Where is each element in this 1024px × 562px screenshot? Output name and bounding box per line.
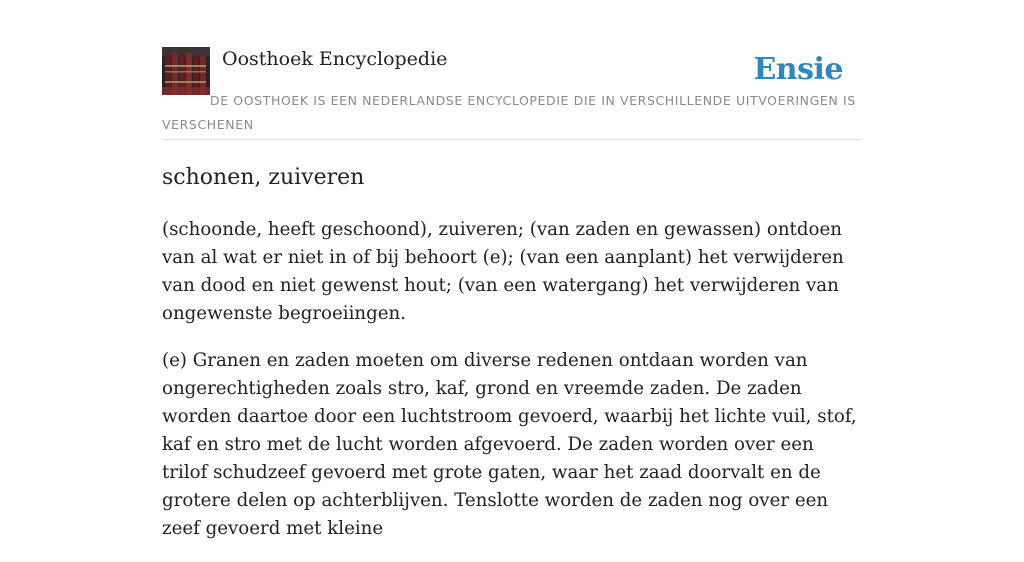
- article-title: schonen, zuiveren: [162, 165, 365, 190]
- books-avatar[interactable]: [162, 47, 210, 95]
- site-name[interactable]: Oosthoek Encyclopedie: [222, 48, 448, 70]
- site-header: [162, 46, 862, 140]
- article-paragraph: (schoonde, heeft geschoond), zuiveren; (van zaden en gewassen) ontdoen van al wat er niet in of bij behoort (e); (van een aanplant) het verwijderen van dood en niet gewenst hout; (van een watergang) het verwijderen van ongewenste begroeiingen.: [162, 219, 844, 324]
- article-paragraph: (e) Granen en zaden moeten om diverse redenen ontdaan worden van ongerechtigheden zoals stro, kaf, grond en vreemde zaden. De zaden worden daartoe door een luchtstroom gevoerd, waarbij het lichte vuil, stof, kaf en stro met de lucht worden afgevoerd. De zaden worden over een trilof schudzeef gevoerd met grote gaten, waar het zaad doorvalt en de grotere delen op achterblijven. Tenslotte worden de zaden nog over een zeef gevoerd met kleine: [162, 350, 857, 539]
- site-tagline: DE OOSTHOEK IS EEN NEDERLANDSE ENCYCLOPEDIE DIE IN VERSCHILLENDE UITVOERINGEN IS VERSCHENEN: [162, 93, 856, 132]
- article-body: [162, 216, 862, 562]
- ensie-logo[interactable]: Ensie: [753, 52, 843, 87]
